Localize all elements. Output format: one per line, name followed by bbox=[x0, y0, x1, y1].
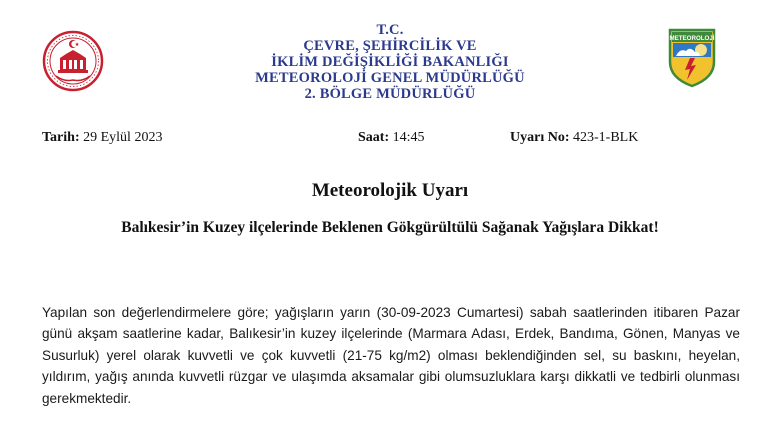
warning-body-paragraph: Yapılan son değerlendirmelere göre; yağışların yarın (30-09-2023 Cumartesi) sabah saatlerinden itibaren Pazar günü akşam saatlerine kadar, Balıkesir’in kuzey ilçelerinde (Marmara Adası, Erdek, Bandıma, Gönen, Manyas ve Susurluk) yerel olarak kuvvetli ve çok kuvvetli (21-75 kg/m2) olması beklendiğinden sel, su baskını, heyelan, yıldırım, yağış anında kuvvetli rüzgar ve ulaşımda aksamalar gibi olumsuzluklara karşı dikkatli ve tedbirli olunması gerekmektedir. bbox=[42, 305, 740, 406]
date-label: Tarih: bbox=[42, 130, 80, 145]
document-title: Meteorolojik Uyarı bbox=[311, 180, 469, 201]
warning-number-field bbox=[510, 130, 638, 146]
warning-number-label: Uyarı No: bbox=[510, 130, 570, 145]
document-subtitle: Balıkesir’in Kuzey ilçelerinde Beklenen Gökgürültülü Sağanak Yağışlara Dikkat! bbox=[121, 219, 659, 236]
date-value: 29 Eylül 2023 bbox=[83, 130, 163, 145]
header-line-directorate: METEOROLOJİ GENEL MÜDÜRLÜĞÜ bbox=[255, 70, 525, 86]
header-line-tc: T.C. bbox=[376, 22, 404, 38]
header-line-ministry-2: İKLİM DEĞİŞİKLİĞİ BAKANLIĞI bbox=[271, 54, 509, 70]
time-value: 14:45 bbox=[392, 130, 425, 145]
meteoroloji-logo bbox=[668, 28, 716, 88]
date-field bbox=[42, 130, 162, 146]
header-line-ministry-1: ÇEVRE, ŞEHİRCİLİK VE bbox=[303, 38, 477, 54]
time-field bbox=[358, 130, 425, 146]
shield-label: METEOROLOJİ bbox=[669, 34, 715, 42]
ministry-seal-icon bbox=[42, 30, 104, 92]
meteoroloji-shield-icon bbox=[668, 28, 716, 88]
warning-number-value: 423-1-BLK bbox=[573, 130, 639, 145]
institution-header bbox=[180, 22, 600, 102]
time-label: Saat: bbox=[358, 130, 390, 145]
ministry-seal-logo bbox=[42, 30, 104, 92]
header-line-region: 2. BÖLGE MÜDÜRLÜĞÜ bbox=[304, 86, 476, 102]
